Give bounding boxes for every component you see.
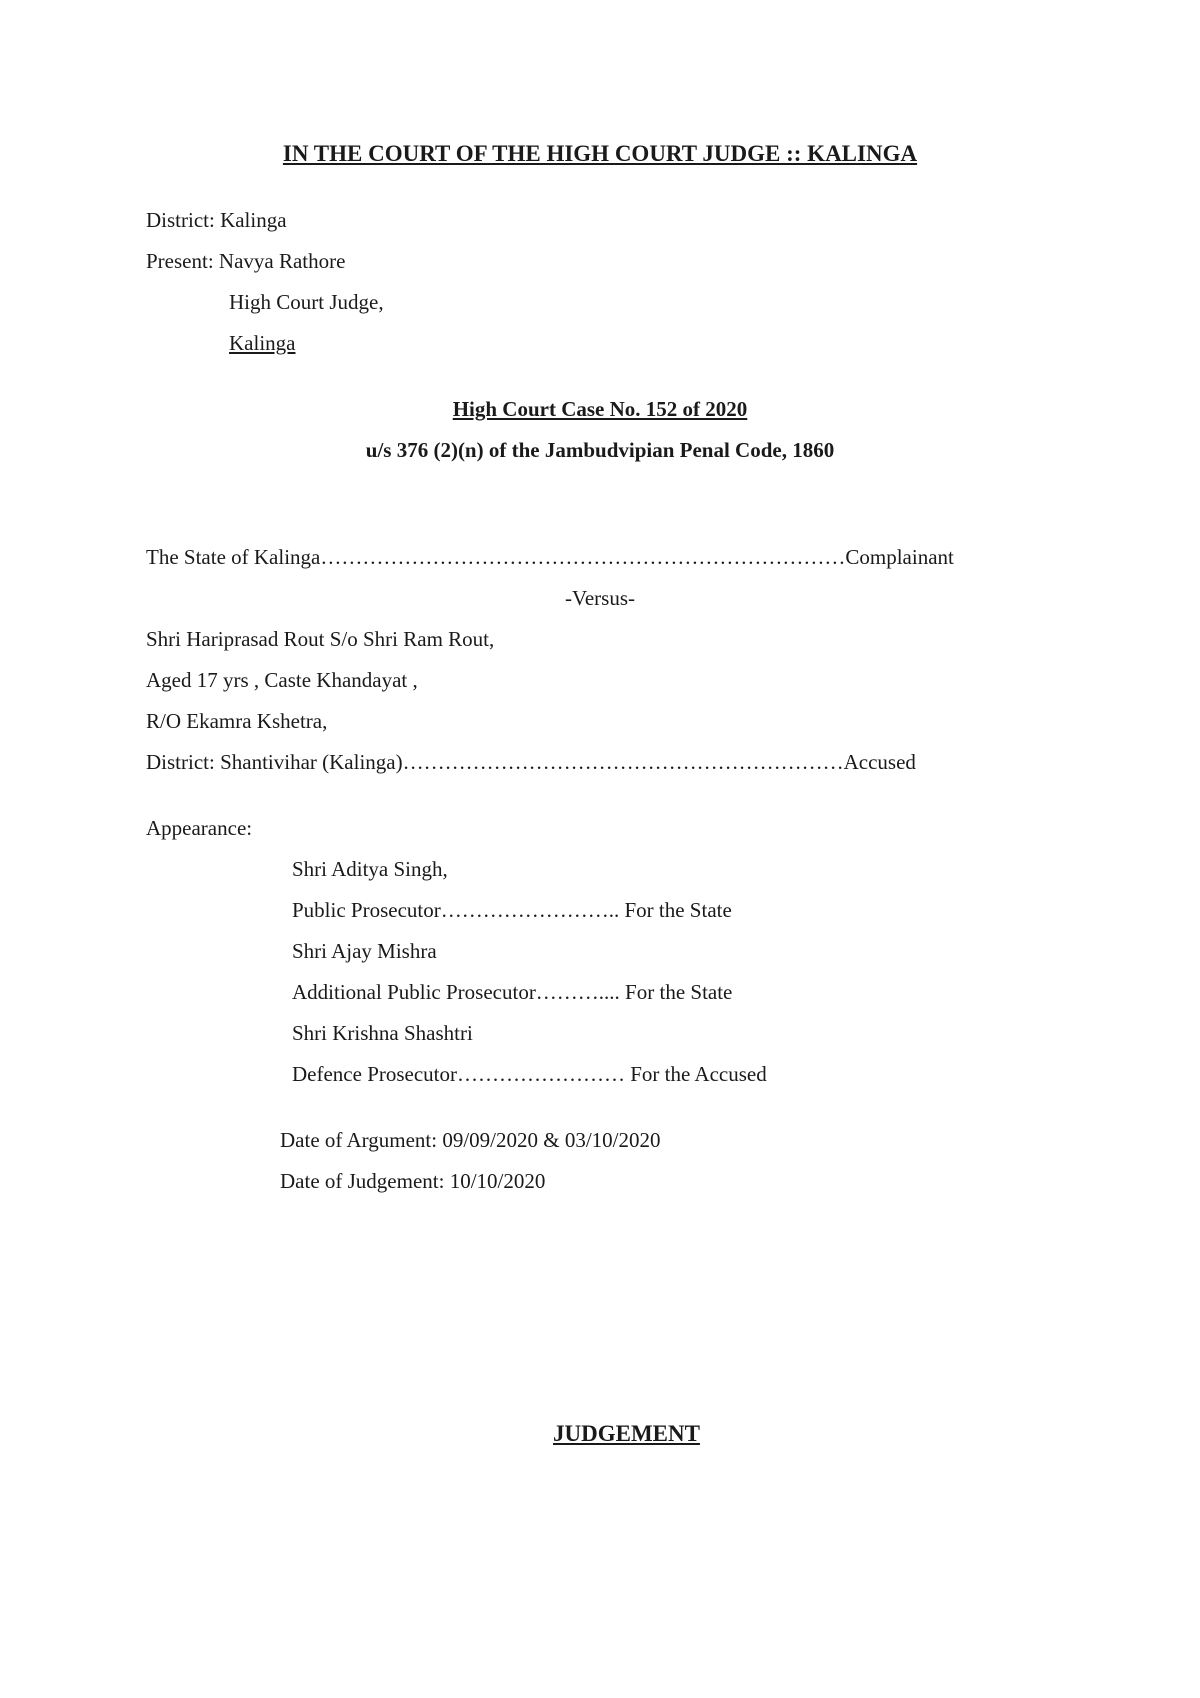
judge-place: Kalinga bbox=[229, 331, 296, 355]
appearance-line: Additional Public Prosecutor……….... For the State bbox=[292, 980, 733, 1004]
appearance-line: Shri Ajay Mishra bbox=[292, 939, 437, 963]
accused-line: Aged 17 yrs , Caste Khandayat , bbox=[146, 668, 418, 692]
accused-line: Shri Hariprasad Rout S/o Shri Ram Rout, bbox=[146, 627, 495, 651]
appearance-line: Shri Krishna Shashtri bbox=[292, 1021, 473, 1045]
appearance-line: Shri Aditya Singh, bbox=[292, 857, 448, 881]
date-of-argument: Date of Argument: 09/09/2020 & 03/10/2020 bbox=[280, 1128, 661, 1152]
present-line: Present: Navya Rathore bbox=[146, 249, 346, 273]
complainant-line: The State of Kalinga…………………………………………………………………Complainant bbox=[146, 545, 954, 569]
district-line: District: Kalinga bbox=[146, 208, 287, 232]
court-title: IN THE COURT OF THE HIGH COURT JUDGE :: KALINGA bbox=[282, 141, 918, 166]
judge-designation: High Court Judge, bbox=[229, 290, 384, 314]
versus-line: -Versus- bbox=[565, 586, 635, 610]
appearance-line: Defence Prosecutor…………………… For the Accused bbox=[292, 1062, 767, 1086]
judgement-heading: JUDGEMENT bbox=[553, 1421, 700, 1446]
case-section: u/s 376 (2)(n) of the Jambudvipian Penal Code, 1860 bbox=[365, 438, 835, 462]
accused-line: R/O Ekamra Kshetra, bbox=[146, 709, 328, 733]
appearance-label: Appearance: bbox=[146, 816, 253, 840]
date-of-judgement: Date of Judgement: 10/10/2020 bbox=[280, 1169, 546, 1193]
appearance-line: Public Prosecutor…………………….. For the State bbox=[292, 898, 732, 922]
accused-line: District: Shantivihar (Kalinga)………………………………………………………Accused bbox=[146, 750, 916, 774]
case-number: High Court Case No. 152 of 2020 bbox=[452, 397, 748, 421]
